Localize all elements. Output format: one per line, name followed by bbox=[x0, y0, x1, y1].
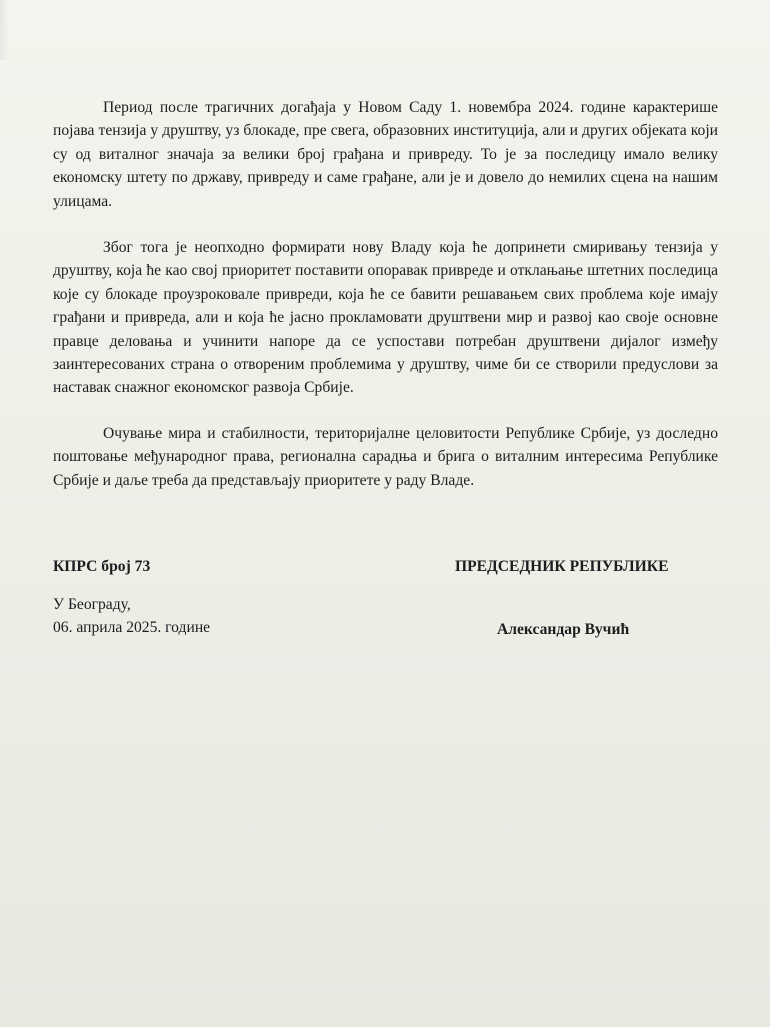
paragraph-3: Очување мира и стабилности, територијалне целовитости Републике Србије, уз доследно поштовање међународног права, регионална сарадња и брига о виталним интересима Републике Србије и даље треба да представљају приоритете у раду Владе. bbox=[53, 425, 718, 489]
reference-number: КПРС број 73 bbox=[53, 558, 151, 575]
paragraph-2: Због тога је неопходно формирати нову Владу која ће допринети смиривању тензија у друштву, која ће као свој приоритет поставити опоравак привреде и отклањање штетних последица које су блокаде проузроковале привреди, која ће се бавити решавањем свих проблема које имају грађани и привреда, али и која ће јасно прокламовати друштвени мир и развој као своје основне правце деловања и учинити напоре да се успостави потребан друштвени дијалог између заинтересованих страна о отвореним проблемима у друштву, чиме би се створили предуслови за наставак снажног економског развоја Србије. bbox=[53, 239, 718, 397]
signer-name: Александар Вучић bbox=[497, 621, 630, 638]
place-line: У Београду, bbox=[53, 596, 131, 613]
paragraph-1: Период после трагичних догађаја у Новом Саду 1. новембра 2024. године карактерише појава тензија у друштву, уз блокаде, пре свега, образовних институција, али и других објеката који су од виталног значаја за велики број грађана и привреду. То је за последицу имало велику економску штету по државу, привреду и саме грађане, али је и довело до немилих сцена на нашим улицама. bbox=[53, 99, 718, 210]
page-corner-shadow bbox=[661, 0, 770, 61]
president-title: ПРЕДСЕДНИК РЕПУБЛИКЕ bbox=[455, 558, 669, 575]
date-line: 06. априла 2025. године bbox=[53, 619, 211, 636]
page-edge-shadow bbox=[0, 0, 8, 60]
